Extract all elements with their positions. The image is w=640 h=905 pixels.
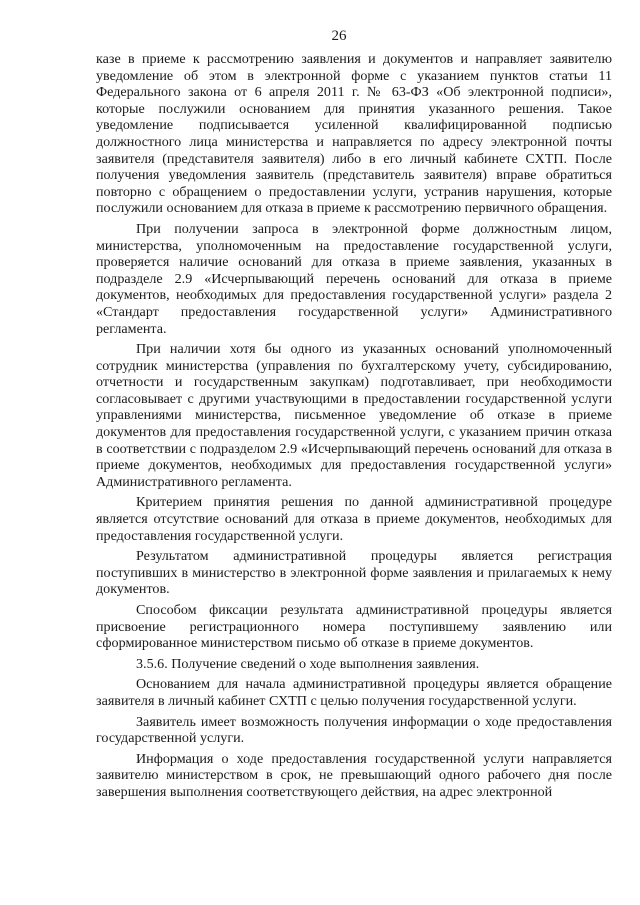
page-number: 26 [331,28,347,44]
paragraph: Результатом административной процедуры является регистрация поступивших в министерство в электронной форме заявления и прилагаемых к нему документов. [96,548,612,598]
paragraph: При наличии хотя бы одного из указанных оснований уполномоченный сотрудник министерства (управления по бухгалтерскому учету, субсидированию, отчетности и государственным закупкам) подготавливает, при необходимости согласовывает с другими участвующими в предоставлении государственной услуги управлениями министерства, письменное уведомление об отказе в приеме документов для предоставления государственной услуги, с указанием причин отказа в соответствии с подразделом 2.9 «Исчерпывающий перечень оснований для отказа в приеме документов, необходимых для предоставления государственной услуги» Административного регламента. [96,341,612,490]
paragraph: Критерием принятия решения по данной административной процедуре является отсутствие оснований для отказа в приеме документов, необходимых для предоставления государственной услуги. [96,494,612,544]
paragraph: Основанием для начала административной процедуры является обращение заявителя в личный кабинет СХТП с целью получения государственной услуги. [96,676,612,709]
paragraph: Информация о ходе предоставления государственной услуги направляется заявителю министерством в срок, не превышающий одного рабочего дня после завершения выполнения соответствующего действия, на адрес электронной [96,750,612,800]
paragraph: 3.5.6. Получение сведений о ходе выполнения заявления. [136,655,480,672]
paragraph: Способом фиксации результата административной процедуры является присвоение регистрационного номера поступившему заявлению или сформированное министерством письмо об отказе в приеме документов. [96,602,612,652]
paragraph: При получении запроса в электронной форме должностным лицом, министерства, уполномоченным на предоставление государственной услуги, проверяется наличие оснований для отказа в приеме заявления, указанных в подразделе 2.9 «Исчерпывающий перечень оснований для отказа в приеме документов, необходимых для предоставления государственной услуги» раздела 2 «Стандарт предоставления государственной услуги» Административного регламента. [96,220,612,337]
paragraph: Заявитель имеет возможность получения информации о ходе предоставления государственной услуги. [96,713,612,747]
paragraph: казе в приеме к рассмотрению заявления и документов и направляет заявителю уведомление об этом в электронной форме с указанием пунктов статьи 11 Федерального закона от 6 апреля 2011 г. № 63-ФЗ «Об электронной подписи», которые послужили основанием для принятия указанного решения. Такое уведомление подписывается усиленной квалифицированной подписью должностного лица министерства и направляется по адресу электронной почты заявителя (представителя заявителя) либо в его личный кабинете СХТП. После получения уведомления заявитель (представитель заявителя) вправе обратиться повторно с обращением о предоставлении услуги, устранив нарушения, которые послужили основанием для отказа в приеме к рассмотрению первичного обращения. [96,51,612,217]
body-text [96,51,612,801]
